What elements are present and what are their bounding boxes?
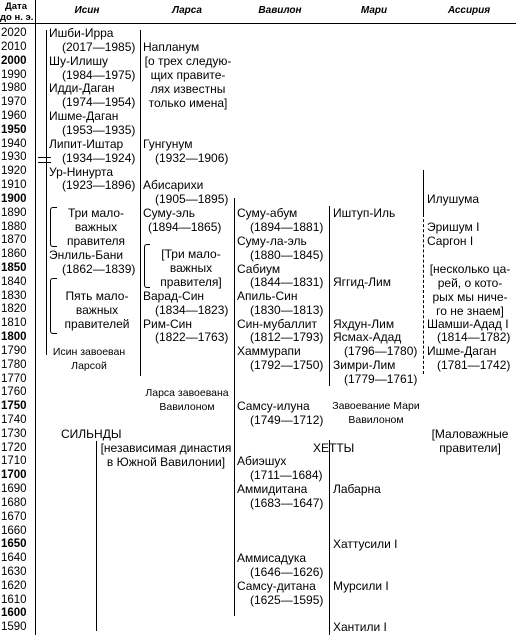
date-column-rule <box>35 0 36 635</box>
babylon-sumu-la-el: Суму-ла-эль <box>237 234 307 248</box>
year-label: 1770 <box>1 372 27 385</box>
year-label: 1690 <box>1 483 27 496</box>
year-label: 1710 <box>1 455 27 468</box>
year-label: 2000 <box>1 54 27 67</box>
sealand-timeline-line <box>96 441 97 631</box>
year-label: 1860 <box>1 248 27 261</box>
babylon-samsu-iluna-dates: (1749—1712) <box>250 413 324 427</box>
year-label: 1790 <box>1 344 27 357</box>
year-label: 1640 <box>1 552 27 565</box>
babylon-abieshukh: Абиэшух <box>237 454 287 468</box>
isin-three-minor-line-3: правителя <box>66 234 126 248</box>
larsa-rim-sin-dates: (1822—1763) <box>155 330 229 344</box>
assyria-shamshi-adad-dates: (1814—1782) <box>437 330 511 344</box>
assyria-ishme-dagan: Ишме-Даган <box>427 344 497 358</box>
larsa-three-minor-line-3: правителя] <box>160 275 222 289</box>
isin-ur-ninurta-dates: (1923—1896) <box>62 178 136 192</box>
year-label: 1940 <box>1 137 27 150</box>
isin-lipit-ishtar-dates: (1934—1924) <box>62 151 136 165</box>
babylon-samsu-iluna: Самсу-илуна <box>237 399 310 413</box>
larsa-sumu-el: Суму-эль <box>143 206 196 220</box>
column-header-mari: Мари <box>360 5 388 16</box>
isin-shu-ilishu: Шу-Илишу <box>49 54 108 68</box>
isin-conquered-line-1: Исин завоеван <box>52 346 126 358</box>
year-label: 1970 <box>1 96 27 109</box>
year-label: 1980 <box>1 82 27 95</box>
isin-five-minor <box>56 289 138 331</box>
mari-timeline-line <box>329 206 330 386</box>
isin-five-minor-line-1: Пять мало- <box>65 289 129 303</box>
isin-tick <box>38 157 51 158</box>
year-label: 1650 <box>1 538 27 551</box>
babylon-sabium-dates: (1844—1831) <box>250 275 324 289</box>
assyria-timeline-line <box>423 170 424 214</box>
assyria-minor-line-1: [Маловажные <box>431 427 509 441</box>
sealand-independent <box>98 441 234 469</box>
mari-ishtup-il: Иштуп-Иль <box>333 206 396 220</box>
header-rule <box>0 23 516 24</box>
mari-timeline-line-2 <box>329 440 330 635</box>
isin-ishme-dagan-dates: (1953—1935) <box>62 123 136 137</box>
year-label: 1700 <box>1 469 27 482</box>
year-label: 1590 <box>1 621 27 634</box>
babylon-sin-muballit-dates: (1812—1793) <box>250 330 324 344</box>
mari-labarna: Лабарна <box>333 482 381 496</box>
assyria-ilushuma: Илушума <box>427 192 480 206</box>
larsa-naplanum: Напланум <box>143 40 200 54</box>
babylon-ammisaduqa-dates: (1646—1626) <box>250 565 324 579</box>
babylon-apil-sin-dates: (1830—1813) <box>250 303 324 317</box>
isin-five-minor-line-3: правителей <box>64 317 130 331</box>
hittites-label: ХЕТТЫ <box>313 441 355 455</box>
year-label: 1950 <box>1 123 27 136</box>
mari-hantili: Хантили I <box>333 620 387 634</box>
babylon-sumu-abum: Суму-абум <box>237 206 298 220</box>
babylon-sumu-la-el-dates: (1880—1845) <box>250 248 324 262</box>
mari-yakhdun-lim: Яхдун-Лим <box>333 317 395 331</box>
isin-lipit-ishtar: Липит-Иштар <box>49 137 124 151</box>
year-label: 1750 <box>1 400 27 413</box>
sealand-independent-line-2: в Южной Вавилонии] <box>106 455 226 469</box>
larsa-three-unknown-line-2: щих правите- <box>150 68 226 82</box>
isin-timeline-line <box>46 30 47 170</box>
mari-yasmakh-adad-dates: (1796—1780) <box>344 344 418 358</box>
larsa-sumu-el-dates: (1894—1865) <box>148 220 222 234</box>
larsa-three-unknown <box>140 54 236 110</box>
larsa-abisarikhi: Абисарихи <box>143 178 204 192</box>
column-header-babylon: Вавилон <box>258 5 302 16</box>
babylon-ammiditana: Аммидитана <box>237 482 308 496</box>
year-label: 2010 <box>1 40 27 53</box>
babylon-ammiditana-dates: (1683—1647) <box>250 496 324 510</box>
year-label: 1620 <box>1 579 27 592</box>
year-label: 1820 <box>1 303 27 316</box>
assyria-minor-line-2: правители] <box>439 441 501 455</box>
isin-conquered <box>40 345 138 373</box>
year-label: 1660 <box>1 524 27 537</box>
babylon-abieshukh-dates: (1711—1684) <box>250 468 323 482</box>
isin-shu-ilishu-dates: (1984—1975) <box>62 68 136 82</box>
year-label: 1910 <box>1 179 27 191</box>
isin-ishme-dagan: Ишме-Даган <box>49 109 119 123</box>
isin-five-minor-line-2: важных <box>75 303 119 317</box>
babylon-apil-sin: Апиль-Син <box>237 289 298 303</box>
year-label: 1600 <box>1 607 27 620</box>
sealand-label: СИЛЬНДЫ <box>61 427 122 441</box>
column-header-assyria: Ассирия <box>447 5 491 16</box>
larsa-conquered-line-2: Вавилоном <box>159 401 215 413</box>
larsa-warad-sin: Варад-Син <box>143 289 205 303</box>
mari-yasmakh-adad: Ясмах-Адад <box>333 330 402 344</box>
isin-timeline-line-2 <box>46 170 47 355</box>
assyria-several-kings-line-2: рей, о кото- <box>437 276 503 290</box>
isin-ishbi-irra: Ишби-Ирра <box>49 26 114 40</box>
year-label: 1890 <box>1 206 27 219</box>
date-header-line-2: до н. э. <box>0 12 34 23</box>
isin-iddi-dagan: Идди-Даган <box>49 81 115 95</box>
year-label: 1630 <box>1 566 27 578</box>
isin-ishbi-irra-dates: (2017—1985) <box>62 40 136 54</box>
babylon-samsu-ditana-dates: (1625—1595) <box>250 593 324 607</box>
year-label: 1810 <box>1 317 27 330</box>
year-label: 1720 <box>1 441 27 454</box>
date-header <box>0 1 32 23</box>
larsa-conquered <box>138 386 236 414</box>
larsa-abisarikhi-dates: (1905—1895) <box>155 192 229 206</box>
year-label: 2020 <box>1 27 27 39</box>
sealand-independent-line-1: [независимая династия <box>100 441 232 455</box>
larsa-gungunum-dates: (1932—1906) <box>155 151 229 165</box>
isin-three-minor-line-2: важных <box>74 220 118 234</box>
babylon-sin-muballit: Син-мубаллит <box>237 317 317 331</box>
assyria-several-kings-line-4: го не знаем] <box>436 304 504 318</box>
year-label: 1780 <box>1 358 27 371</box>
mari-conquest-line-1: Завоевание Мари <box>332 400 420 412</box>
larsa-three-unknown-line-1: [о трех следую- <box>144 54 232 68</box>
isin-three-minor <box>56 206 136 248</box>
year-label: 1870 <box>1 234 27 247</box>
column-header-isin: Исин <box>74 5 100 16</box>
isin-three-minor-line-1: Три мало- <box>67 206 125 220</box>
larsa-warad-sin-dates: (1834—1823) <box>155 303 229 317</box>
year-label: 1610 <box>1 593 27 606</box>
year-label: 1760 <box>1 386 27 399</box>
mari-conquest-line-2: Вавилоном <box>348 414 404 426</box>
year-label: 1830 <box>1 289 27 302</box>
babylon-hammurabi-dates: (1792—1750) <box>250 358 324 372</box>
babylon-ammisaduqa: Аммисадука <box>237 551 307 565</box>
mari-yaggid-lim: Яггид-Лим <box>333 275 391 289</box>
larsa-three-unknown-line-3: лях известны <box>150 82 226 96</box>
year-label: 1800 <box>1 331 27 343</box>
assyria-sargon: Саргон I <box>427 234 474 248</box>
babylon-sabium: Сабиум <box>237 262 281 276</box>
mari-conquest <box>329 399 423 427</box>
larsa-three-minor-line-2: важных <box>169 261 213 275</box>
mari-mursili: Мурсили I <box>333 579 389 593</box>
year-label: 1930 <box>1 151 27 164</box>
isin-iddi-dagan-dates: (1974—1954) <box>62 95 136 109</box>
assyria-ishme-dagan-dates: (1781—1742) <box>437 358 511 372</box>
mari-zimri-lim: Зимри-Лим <box>333 358 396 372</box>
mari-hattusili: Хаттусили I <box>333 537 398 551</box>
babylon-hammurabi: Хаммурапи <box>237 344 301 358</box>
isin-enlil-bani-dates: (1862—1839) <box>62 262 136 276</box>
year-label: 1730 <box>1 427 27 440</box>
year-label: 1840 <box>1 275 27 288</box>
larsa-three-unknown-line-4: только имена] <box>148 96 228 110</box>
year-label: 1670 <box>1 510 27 523</box>
mari-zimri-lim-dates: (1779—1761) <box>344 372 418 386</box>
year-label: 1680 <box>1 496 27 509</box>
assyria-erishum: Эришум I <box>427 220 480 234</box>
isin-enlil-bani: Энлиль-Бани <box>49 248 124 262</box>
year-label: 1920 <box>1 165 27 178</box>
year-label: 1960 <box>1 109 27 122</box>
larsa-rim-sin: Рим-Син <box>143 317 192 331</box>
larsa-three-minor <box>150 247 232 289</box>
date-header-line-1: Дата <box>5 1 27 12</box>
year-label: 1850 <box>1 261 27 274</box>
babylon-samsu-ditana: Самсу-дитана <box>237 579 316 593</box>
assyria-several-kings-line-3: рых мы ниче- <box>432 290 508 304</box>
larsa-three-minor-line-1: [Три мало- <box>161 247 221 261</box>
larsa-gungunum: Гунгунум <box>143 137 193 151</box>
isin-conquered-line-2: Ларсой <box>71 360 107 372</box>
babylon-sumu-abum-dates: (1894—1881) <box>250 220 324 234</box>
year-label: 1900 <box>1 192 27 205</box>
isin-tick <box>38 162 51 163</box>
year-label: 1740 <box>1 414 27 426</box>
assyria-shamshi-adad: Шамши-Адад I <box>427 317 509 331</box>
column-header-larsa: Ларса <box>172 5 202 16</box>
assyria-several-kings-line-1: [несколько ца- <box>429 262 511 276</box>
year-label: 1990 <box>1 68 27 81</box>
larsa-conquered-line-1: Ларса завоевана <box>145 387 229 399</box>
year-label: 1880 <box>1 220 27 233</box>
assyria-several-kings <box>424 262 516 318</box>
assyria-minor <box>424 427 516 455</box>
isin-ur-ninurta: Ур-Нинурта <box>49 165 114 179</box>
